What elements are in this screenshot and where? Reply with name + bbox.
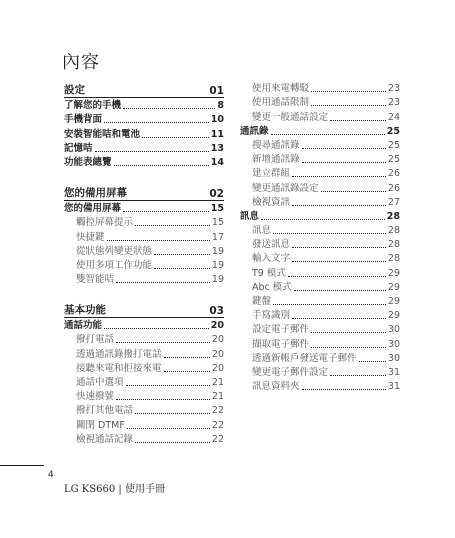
toc-entry-page: 15 [210, 203, 224, 215]
toc-subentry[interactable] [240, 266, 400, 280]
dot-leader [104, 122, 209, 123]
toc-subentry[interactable] [240, 82, 400, 96]
toc-entry[interactable] [240, 125, 400, 139]
toc-subentry[interactable] [240, 281, 400, 295]
toc-entry-title: 快速撥號 [76, 391, 115, 403]
toc-entry-page: 21 [211, 377, 224, 388]
toc-entry-title: 快捷鍵 [76, 231, 105, 243]
dot-leader [154, 268, 210, 269]
toc-entry-title: 關閉 DTMF [76, 419, 125, 431]
dot-leader [311, 91, 386, 92]
toc-entry-page: 25 [387, 154, 400, 166]
toc-entry-title: 使用多項工作功能 [76, 259, 153, 271]
toc-subentry[interactable] [64, 418, 224, 432]
toc-subentry[interactable] [240, 337, 400, 351]
toc-entry-title: 接聽來電和拒接來電 [76, 362, 162, 374]
toc-entry-page: 22 [211, 419, 224, 431]
toc-entry-page: 27 [387, 196, 400, 208]
toc-entry-title: 使用通話限制 [252, 97, 310, 109]
toc-subentry[interactable] [240, 238, 400, 252]
toc-subentry[interactable] [64, 259, 224, 273]
toc-subentry[interactable] [240, 309, 400, 323]
toc-entry-page: 13 [210, 142, 224, 154]
toc-entry-page: 20 [210, 320, 224, 332]
section-heading[interactable] [64, 302, 224, 318]
dot-leader [311, 347, 386, 348]
toc-entry-page: 28 [387, 253, 400, 265]
toc-subentry[interactable] [240, 139, 400, 153]
toc-entry[interactable] [64, 319, 224, 333]
toc-subentry[interactable] [64, 362, 224, 376]
toc-entry[interactable] [64, 156, 224, 170]
dot-leader [116, 342, 210, 343]
toc-subentry[interactable] [64, 433, 224, 447]
toc-entry-page: 28 [386, 210, 400, 222]
toc-section [64, 185, 224, 287]
toc-subentry[interactable] [64, 404, 224, 418]
toc-entry-page: 31 [387, 366, 400, 378]
dot-leader [114, 165, 209, 166]
dot-leader [321, 191, 386, 192]
toc-subentry[interactable] [240, 167, 400, 181]
dot-leader [95, 151, 209, 152]
toc-entry-page: 30 [387, 352, 400, 364]
toc-subentry[interactable] [64, 333, 224, 347]
toc-left-column [64, 82, 224, 462]
dot-leader [311, 332, 386, 333]
dot-leader [311, 105, 386, 106]
toc-entry-title: 撥打其他電話 [76, 405, 134, 417]
toc-subentry[interactable] [240, 196, 400, 210]
toc-subentry[interactable] [64, 347, 224, 361]
dot-leader [126, 385, 210, 386]
section-title: 您的備用屏幕 [64, 186, 127, 199]
page-title: 內容 [62, 52, 100, 73]
toc-entry-title: 通訊錄 [240, 125, 269, 137]
dot-leader [292, 261, 386, 262]
section-heading[interactable] [64, 185, 224, 201]
dot-leader [302, 162, 386, 163]
toc-entry-page: 30 [387, 338, 400, 350]
toc-entry-title: 輸入文字 [252, 253, 291, 265]
toc-entry-page: 20 [211, 348, 224, 360]
toc-entry[interactable] [64, 127, 224, 141]
toc-entry-title: 變更一般通話設定 [252, 111, 329, 123]
toc-entry-title: 發送訊息 [252, 239, 291, 251]
toc-entry-title: 建立群組 [252, 168, 291, 180]
toc-entry-title: 鍵盤 [252, 296, 272, 307]
dot-leader [135, 413, 210, 414]
dot-leader [104, 328, 209, 329]
toc-right-column [240, 82, 400, 394]
toc-entry-page: 24 [387, 111, 400, 123]
toc-entry-title: 記憶咭 [64, 142, 93, 154]
toc-entry-title: 搜尋通訊錄 [252, 139, 300, 151]
toc-subentry[interactable] [64, 390, 224, 404]
toc-entry-title: 您的備用屏幕 [64, 203, 122, 215]
toc-entry-title: 訊息資料夾 [252, 381, 300, 393]
toc-entry[interactable] [64, 202, 224, 216]
section-heading[interactable] [64, 82, 224, 98]
toc-entry-page: 29 [387, 296, 400, 307]
toc-entry-title: 檢視通話記錄 [76, 433, 134, 445]
toc-entry-page: 22 [211, 405, 224, 417]
toc-entry-page: 14 [210, 156, 224, 168]
toc-entry-page: 31 [387, 381, 400, 393]
toc-entry-title: 手寫識別 [252, 310, 291, 322]
toc-entry-title: 安裝智能咭和電池 [64, 128, 141, 140]
toc-subentry[interactable] [240, 323, 400, 337]
dot-leader [116, 282, 210, 283]
toc-subentry[interactable] [64, 245, 224, 259]
toc-subentry[interactable] [64, 376, 224, 390]
toc-entry-title: 設定電子郵件 [252, 324, 310, 336]
toc-entry-title: 通話中選項 [76, 377, 124, 388]
toc-section [64, 302, 224, 447]
toc-entry-page: 8 [217, 100, 224, 112]
toc-subentry[interactable] [240, 366, 400, 380]
toc-entry[interactable] [64, 99, 224, 113]
dot-leader [302, 148, 386, 149]
dot-leader [294, 290, 386, 291]
toc-subentry[interactable] [64, 273, 224, 287]
toc-entry-title: 撥打電話 [76, 334, 115, 346]
toc-entry-title: 新增通訊錄 [252, 154, 300, 166]
toc-entry-page: 19 [211, 245, 224, 257]
toc-entry-title: 透過通訊錄撥打電話 [76, 348, 162, 360]
toc-entry-page: 30 [387, 324, 400, 336]
toc-subentry[interactable] [240, 110, 400, 124]
toc-entry-title: 通話功能 [64, 320, 103, 332]
toc-entry-page: 26 [387, 182, 400, 194]
toc-entry-title: 檢視資訊 [252, 196, 291, 208]
dot-leader [359, 361, 386, 362]
dot-leader [292, 318, 386, 319]
toc-entry-title: 訊息 [240, 210, 260, 222]
dot-leader [107, 240, 210, 241]
dot-leader [135, 225, 210, 226]
toc-entry-title: 變更電子郵件設定 [252, 366, 329, 378]
toc-entry-page: 25 [386, 125, 400, 137]
toc-subentry[interactable] [64, 230, 224, 244]
toc-entry[interactable] [64, 142, 224, 156]
section-number: 01 [209, 85, 224, 97]
toc-entry-title: 功能表總覽 [64, 156, 112, 168]
toc-entry-page: 28 [387, 239, 400, 251]
toc-subentry[interactable] [240, 153, 400, 167]
toc-entry-page: 17 [211, 231, 224, 243]
toc-entry[interactable] [240, 210, 400, 224]
dot-leader [292, 205, 386, 206]
toc-entry-page: 28 [387, 225, 400, 237]
toc-entry-page: 22 [211, 433, 224, 445]
toc-entry-title: T9 模式 [252, 267, 286, 279]
dot-leader [135, 442, 210, 443]
toc-entry-title: 觸控屏幕提示 [76, 217, 134, 229]
section-number: 03 [209, 305, 224, 318]
toc-entry-page: 20 [211, 362, 224, 374]
dot-leader [154, 254, 210, 255]
toc-entry-page: 23 [387, 83, 400, 95]
toc-entry-page: 29 [387, 310, 400, 322]
dot-leader [123, 108, 215, 109]
toc-subentry[interactable] [240, 252, 400, 266]
toc-entry-page: 15 [211, 217, 224, 229]
dot-leader [273, 233, 386, 234]
dot-leader [127, 428, 210, 429]
toc-entry-page: 11 [210, 128, 224, 140]
toc-entry-title: 變更通訊錄設定 [252, 182, 319, 194]
toc-entry-page: 29 [387, 267, 400, 279]
toc-entry-page: 20 [211, 334, 224, 346]
toc-subentry[interactable] [240, 380, 400, 394]
toc-subentry[interactable] [240, 224, 400, 238]
toc-entry-page: 26 [387, 168, 400, 180]
page-number: 4 [48, 470, 54, 480]
toc-entry-page: 25 [387, 139, 400, 151]
toc-entry-title: Abc 模式 [252, 281, 292, 293]
dot-leader [330, 120, 386, 121]
toc-entry-title: 透過新帳戶發送電子郵件 [252, 352, 357, 364]
footer-rule [0, 465, 44, 466]
toc-entry-page: 10 [210, 114, 224, 126]
section-title: 設定 [64, 84, 85, 96]
toc-entry-page: 23 [387, 97, 400, 109]
toc-entry-page: 19 [211, 259, 224, 271]
dot-leader [273, 304, 386, 305]
footer-text: LG KS660 | 使用手冊 [64, 484, 165, 495]
dot-leader [164, 357, 210, 358]
toc-subentry[interactable] [240, 181, 400, 195]
toc-entry-title: 訊息 [252, 225, 272, 237]
dot-leader [116, 399, 210, 400]
toc-entry-page: 21 [211, 391, 224, 403]
toc-entry[interactable] [64, 113, 224, 127]
toc-entry-title: 手機背面 [64, 114, 103, 126]
dot-leader [288, 276, 386, 277]
dot-leader [292, 247, 386, 248]
dot-leader [271, 134, 385, 135]
toc-entry-title: 擷取電子郵件 [252, 338, 310, 350]
toc-subentry[interactable] [64, 216, 224, 230]
toc-section [64, 82, 224, 170]
dot-leader [330, 375, 386, 376]
dot-leader [164, 371, 210, 372]
toc-entry-title: 了解您的手機 [64, 100, 122, 112]
dot-leader [261, 219, 385, 220]
toc-entry-title: 從狀態列變更狀態 [76, 245, 153, 257]
section-title: 基本功能 [64, 304, 106, 317]
toc-subentry[interactable] [240, 352, 400, 366]
toc-entry-title: 使用來電轉駁 [252, 83, 310, 95]
toc-subentry[interactable] [240, 96, 400, 110]
dot-leader [123, 211, 209, 212]
toc-entry-page: 29 [387, 281, 400, 293]
dot-leader [142, 137, 209, 138]
section-number: 02 [209, 187, 224, 200]
dot-leader [292, 176, 386, 177]
toc-entry-title: 雙智能咭 [76, 274, 115, 286]
dot-leader [302, 389, 386, 390]
toc-subentry[interactable] [240, 295, 400, 309]
toc-entry-page: 19 [211, 274, 224, 286]
